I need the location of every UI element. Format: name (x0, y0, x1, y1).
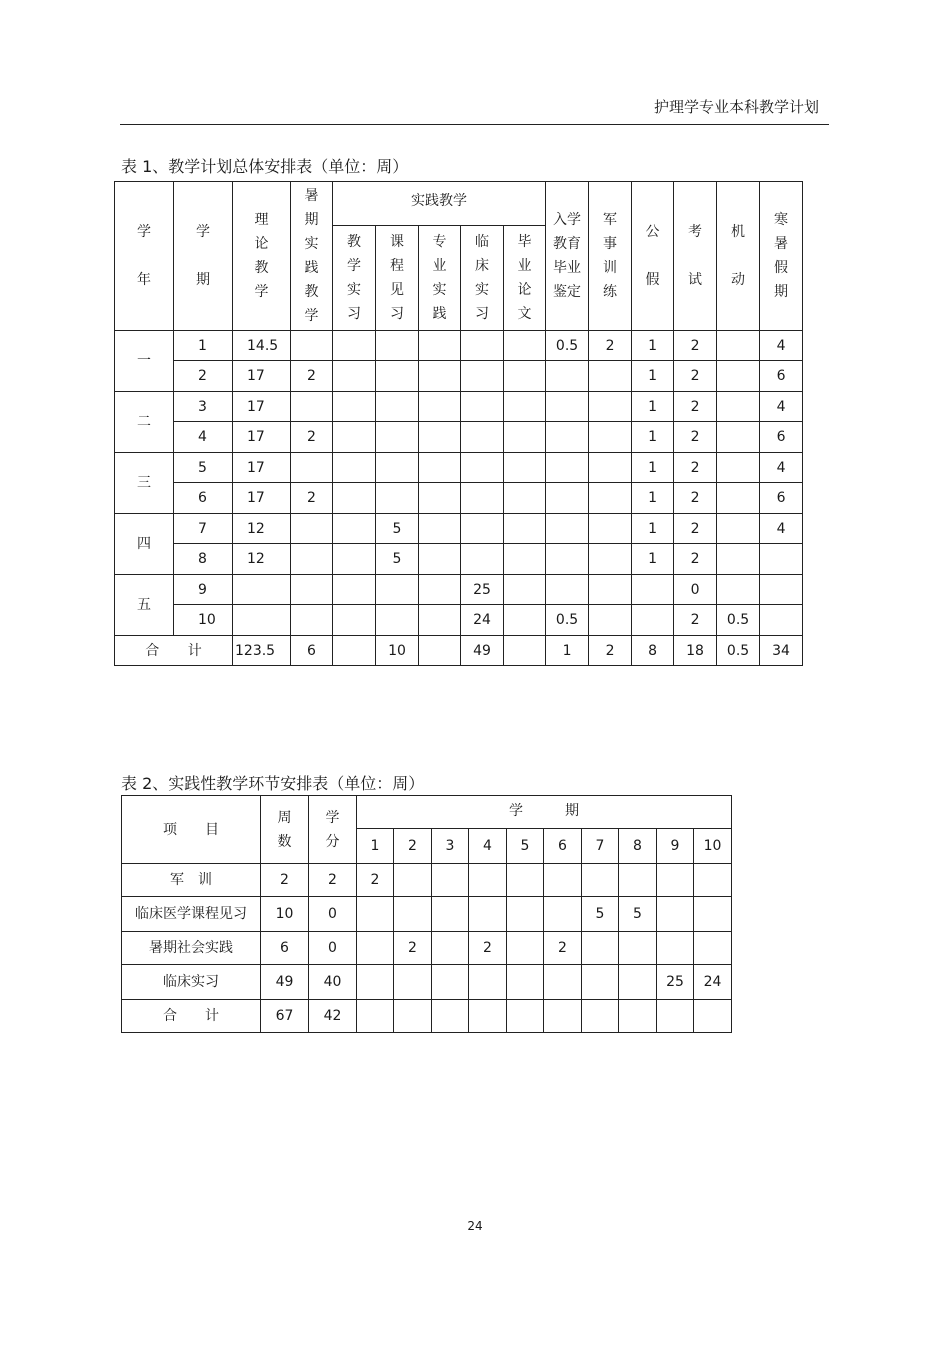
table2-caption: 表 2、实践性教学环节安排表（单位：周） (121, 774, 425, 793)
value-cell (546, 544, 589, 575)
year-cell: 四 (115, 514, 174, 575)
semester-number: 9 (657, 829, 694, 864)
value-cell: 1 (632, 453, 674, 483)
value-cell: 6 (760, 483, 803, 514)
value-cell (717, 392, 760, 422)
credits-cell: 2 (309, 864, 357, 897)
value-cell (589, 361, 632, 392)
value-cell (419, 483, 461, 514)
value-cell (291, 544, 333, 575)
weeks-cell: 6 (261, 932, 309, 965)
semester-cell (469, 864, 507, 897)
total-cell: 6 (291, 636, 333, 666)
page-number: 24 (467, 1219, 483, 1233)
semester-cell (694, 1000, 732, 1033)
value-cell: 1 (632, 514, 674, 544)
value-cell (376, 453, 419, 483)
value-cell (632, 575, 674, 605)
semester-number: 10 (694, 829, 732, 864)
value-cell: 4 (760, 392, 803, 422)
semester-cell (432, 897, 469, 932)
value-cell: 2 (674, 422, 717, 453)
credits-cell: 0 (309, 932, 357, 965)
term-cell: 4 (174, 422, 233, 453)
value-cell (589, 514, 632, 544)
term-cell: 6 (174, 483, 233, 514)
item-cell: 合 计 (122, 1000, 261, 1033)
value-cell: 2 (674, 392, 717, 422)
term-cell: 10 (174, 605, 233, 636)
value-cell (589, 575, 632, 605)
semester-cell (694, 897, 732, 932)
value-cell: 6 (760, 361, 803, 392)
value-cell (504, 575, 546, 605)
schedule-table-body (115, 331, 803, 636)
table1-caption: 表 1、教学计划总体安排表（单位：周） (121, 157, 409, 176)
value-cell (376, 483, 419, 514)
value-cell (419, 514, 461, 544)
semester-cell: 24 (694, 965, 732, 1000)
table1-row (115, 453, 803, 483)
value-cell (546, 453, 589, 483)
value-cell (504, 605, 546, 636)
semester-number: 5 (507, 829, 544, 864)
value-cell (419, 361, 461, 392)
semester-number: 1 (357, 829, 394, 864)
semester-cell (544, 864, 582, 897)
semester-cell (357, 897, 394, 932)
value-cell: 1 (632, 483, 674, 514)
value-cell: 4 (760, 331, 803, 361)
semester-cell: 2 (357, 864, 394, 897)
semester-cell (582, 1000, 619, 1033)
semester-cell (394, 864, 432, 897)
value-cell (717, 361, 760, 392)
value-cell: 2 (674, 453, 717, 483)
total-cell (504, 636, 546, 666)
header-credits: 学 分 (309, 796, 357, 864)
semester-cell: 2 (544, 932, 582, 965)
value-cell (376, 605, 419, 636)
total-cell (419, 636, 461, 666)
header-term: 学 期 (174, 182, 233, 331)
value-cell (419, 605, 461, 636)
practice-row (122, 965, 732, 1000)
weeks-cell: 2 (261, 864, 309, 897)
value-cell (760, 605, 803, 636)
item-cell: 临床实习 (122, 965, 261, 1000)
header-flexible: 机 动 (717, 182, 760, 331)
semester-cell (432, 864, 469, 897)
value-cell: 17 (233, 483, 291, 514)
value-cell (504, 392, 546, 422)
table1-row (115, 544, 803, 575)
value-cell: 4 (760, 453, 803, 483)
semester-cell: 5 (619, 897, 657, 932)
value-cell (333, 453, 376, 483)
value-cell: 5 (376, 514, 419, 544)
value-cell (717, 453, 760, 483)
value-cell (419, 422, 461, 453)
value-cell (504, 453, 546, 483)
header-theory: 理 论 教 学 (233, 182, 291, 331)
value-cell (291, 514, 333, 544)
table1-total-row (115, 636, 803, 666)
value-cell (504, 331, 546, 361)
semester-cell (469, 1000, 507, 1033)
header-exam: 考 试 (674, 182, 717, 331)
table1-row (115, 575, 803, 605)
term-cell: 1 (174, 331, 233, 361)
semester-number: 4 (469, 829, 507, 864)
value-cell (461, 544, 504, 575)
value-cell (589, 483, 632, 514)
schedule-table (114, 181, 803, 666)
credits-cell: 42 (309, 1000, 357, 1033)
semester-cell (507, 897, 544, 932)
value-cell (504, 422, 546, 453)
value-cell: 2 (674, 605, 717, 636)
value-cell (461, 514, 504, 544)
credits-cell: 40 (309, 965, 357, 1000)
value-cell (504, 483, 546, 514)
value-cell (333, 331, 376, 361)
semester-cell (657, 932, 694, 965)
weeks-cell: 67 (261, 1000, 309, 1033)
semester-number: 8 (619, 829, 657, 864)
value-cell (546, 483, 589, 514)
semester-cell (394, 897, 432, 932)
item-cell: 军 训 (122, 864, 261, 897)
value-cell: 24 (461, 605, 504, 636)
semester-cell (507, 932, 544, 965)
semester-number: 6 (544, 829, 582, 864)
value-cell (291, 453, 333, 483)
value-cell: 2 (291, 483, 333, 514)
value-cell (589, 422, 632, 453)
total-cell: 10 (376, 636, 419, 666)
header-clinical-internship: 临 床 实 习 (461, 226, 504, 331)
year-cell: 二 (115, 392, 174, 453)
semester-cell (619, 965, 657, 1000)
semester-cell (657, 897, 694, 932)
semester-cell (582, 864, 619, 897)
semester-cell (432, 1000, 469, 1033)
value-cell: 0 (674, 575, 717, 605)
value-cell (717, 483, 760, 514)
weeks-cell: 49 (261, 965, 309, 1000)
value-cell (233, 605, 291, 636)
value-cell (376, 331, 419, 361)
value-cell: 1 (632, 422, 674, 453)
value-cell (461, 483, 504, 514)
value-cell (589, 392, 632, 422)
semester-cell (394, 1000, 432, 1033)
value-cell (546, 392, 589, 422)
semester-cell (357, 932, 394, 965)
value-cell (546, 422, 589, 453)
practice-table (121, 795, 732, 1033)
value-cell (419, 392, 461, 422)
semester-cell: 2 (394, 932, 432, 965)
semester-cell (544, 1000, 582, 1033)
term-cell: 3 (174, 392, 233, 422)
semester-cell (544, 897, 582, 932)
value-cell (717, 422, 760, 453)
semester-cell: 5 (582, 897, 619, 932)
value-cell (376, 392, 419, 422)
year-cell: 五 (115, 575, 174, 636)
value-cell (632, 605, 674, 636)
value-cell (291, 331, 333, 361)
total-cell: 18 (674, 636, 717, 666)
semester-cell (432, 965, 469, 1000)
header-entry-education: 入学 教育 毕业 鉴定 (546, 182, 589, 331)
semester-cell (694, 864, 732, 897)
total-cell: 0.5 (717, 636, 760, 666)
value-cell: 12 (233, 514, 291, 544)
value-cell (333, 605, 376, 636)
value-cell: 2 (674, 331, 717, 361)
value-cell: 0.5 (546, 331, 589, 361)
header-weeks: 周 数 (261, 796, 309, 864)
value-cell (461, 331, 504, 361)
value-cell (717, 514, 760, 544)
semester-cell: 2 (469, 932, 507, 965)
value-cell: 12 (233, 544, 291, 575)
value-cell (717, 575, 760, 605)
value-cell (333, 575, 376, 605)
value-cell: 14.5 (233, 331, 291, 361)
value-cell (504, 514, 546, 544)
value-cell (291, 575, 333, 605)
semester-cell (357, 965, 394, 1000)
value-cell (461, 361, 504, 392)
term-cell: 8 (174, 544, 233, 575)
value-cell (376, 575, 419, 605)
value-cell (419, 544, 461, 575)
value-cell: 1 (632, 361, 674, 392)
value-cell (333, 483, 376, 514)
term-cell: 9 (174, 575, 233, 605)
header-military-training: 军 事 训 练 (589, 182, 632, 331)
table1-row (115, 361, 803, 392)
header-semester-group: 学 期 (357, 796, 732, 829)
value-cell: 2 (674, 514, 717, 544)
semester-cell (394, 965, 432, 1000)
semester-number: 7 (582, 829, 619, 864)
table1-row (115, 514, 803, 544)
semester-cell (507, 1000, 544, 1033)
value-cell (333, 422, 376, 453)
total-cell: 2 (589, 636, 632, 666)
value-cell (589, 453, 632, 483)
item-cell: 暑期社会实践 (122, 932, 261, 965)
value-cell (419, 575, 461, 605)
item-cell: 临床医学课程见习 (122, 897, 261, 932)
value-cell (419, 331, 461, 361)
semester-cell (432, 932, 469, 965)
value-cell (546, 575, 589, 605)
value-cell (291, 605, 333, 636)
header-course-observation: 课 程 见 习 (376, 226, 419, 331)
value-cell: 25 (461, 575, 504, 605)
value-cell (233, 575, 291, 605)
value-cell: 2 (674, 361, 717, 392)
table1-total-label: 合 计 (115, 636, 233, 666)
semester-number: 3 (432, 829, 469, 864)
semester-cell: 25 (657, 965, 694, 1000)
value-cell: 17 (233, 392, 291, 422)
value-cell (760, 575, 803, 605)
value-cell: 6 (760, 422, 803, 453)
value-cell: 5 (376, 544, 419, 575)
header-winter-summer-break: 寒 暑 假 期 (760, 182, 803, 331)
semester-cell (582, 932, 619, 965)
total-cell: 123.5 (233, 636, 291, 666)
value-cell (461, 392, 504, 422)
value-cell (589, 605, 632, 636)
table1-row (115, 422, 803, 453)
credits-cell: 0 (309, 897, 357, 932)
header-holiday: 公 假 (632, 182, 674, 331)
year-cell: 三 (115, 453, 174, 514)
practice-row (122, 932, 732, 965)
semester-cell (657, 1000, 694, 1033)
semester-number: 2 (394, 829, 432, 864)
value-cell (546, 361, 589, 392)
table1-row (115, 331, 803, 361)
value-cell: 1 (632, 392, 674, 422)
value-cell (589, 544, 632, 575)
value-cell (717, 544, 760, 575)
term-cell: 5 (174, 453, 233, 483)
value-cell (419, 453, 461, 483)
header-item: 项 目 (122, 796, 261, 864)
value-cell (376, 361, 419, 392)
value-cell (461, 453, 504, 483)
semester-cell (507, 864, 544, 897)
semester-cell (619, 1000, 657, 1033)
semester-cell (619, 864, 657, 897)
header-summer-practice: 暑 期 实 践 教 学 (291, 182, 333, 331)
total-cell (333, 636, 376, 666)
semester-cell (582, 965, 619, 1000)
practice-row (122, 897, 732, 932)
practice-row (122, 1000, 732, 1033)
value-cell: 17 (233, 422, 291, 453)
table1-row (115, 392, 803, 422)
header-teaching-internship: 教 学 实 习 (333, 226, 376, 331)
term-cell: 7 (174, 514, 233, 544)
value-cell: 1 (632, 544, 674, 575)
semester-cell (544, 965, 582, 1000)
value-cell (333, 392, 376, 422)
total-cell: 1 (546, 636, 589, 666)
value-cell: 4 (760, 514, 803, 544)
value-cell (461, 422, 504, 453)
semester-cell (657, 864, 694, 897)
value-cell: 17 (233, 453, 291, 483)
value-cell (291, 392, 333, 422)
header-year: 学 年 (115, 182, 174, 331)
value-cell (760, 544, 803, 575)
semester-cell (469, 897, 507, 932)
value-cell: 0.5 (546, 605, 589, 636)
value-cell (546, 514, 589, 544)
header-professional-practice: 专 业 实 践 (419, 226, 461, 331)
value-cell (504, 544, 546, 575)
value-cell (333, 361, 376, 392)
page-header (120, 96, 829, 125)
value-cell: 0.5 (717, 605, 760, 636)
page-header-title: 护理学专业本科教学计划 (653, 98, 819, 116)
semester-cell (694, 932, 732, 965)
value-cell (333, 544, 376, 575)
semester-cell (357, 1000, 394, 1033)
value-cell (717, 331, 760, 361)
table1-row (115, 483, 803, 514)
header-graduation-thesis: 毕 业 论 文 (504, 226, 546, 331)
table1-row (115, 605, 803, 636)
value-cell (333, 514, 376, 544)
total-cell: 8 (632, 636, 674, 666)
value-cell: 2 (589, 331, 632, 361)
value-cell (504, 361, 546, 392)
year-cell: 一 (115, 331, 174, 392)
practice-table-body (122, 864, 732, 1033)
value-cell: 1 (632, 331, 674, 361)
total-cell: 34 (760, 636, 803, 666)
header-practice-group: 实践教学 (333, 182, 546, 226)
value-cell (376, 422, 419, 453)
semester-cell (469, 965, 507, 1000)
weeks-cell: 10 (261, 897, 309, 932)
value-cell: 2 (291, 361, 333, 392)
total-cell: 49 (461, 636, 504, 666)
value-cell: 2 (291, 422, 333, 453)
term-cell: 2 (174, 361, 233, 392)
value-cell: 2 (674, 483, 717, 514)
semester-cell (507, 965, 544, 1000)
value-cell: 17 (233, 361, 291, 392)
value-cell: 2 (674, 544, 717, 575)
practice-row (122, 864, 732, 897)
semester-cell (619, 932, 657, 965)
